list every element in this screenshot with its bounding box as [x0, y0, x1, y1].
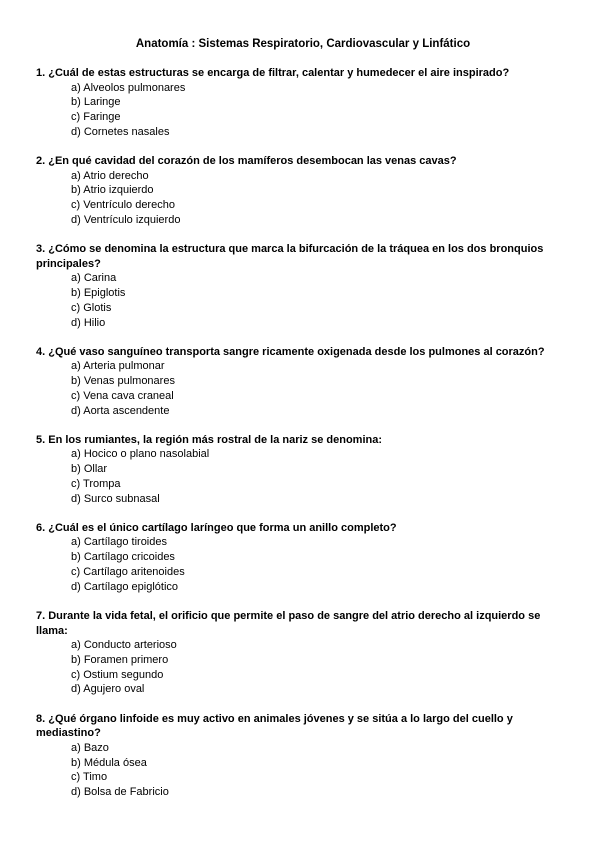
answer-option: c) Trompa	[71, 477, 121, 490]
answer-option: b) Laringe	[71, 96, 121, 109]
question-8	[36, 712, 564, 800]
answer-options	[36, 741, 564, 800]
answer-option: d) Bolsa de Fabricio	[71, 786, 169, 799]
question-1	[36, 66, 564, 140]
answer-option: b) Atrio izquierdo	[71, 184, 154, 197]
answer-options	[36, 638, 564, 697]
answer-option: b) Médula ósea	[71, 756, 147, 769]
answer-option: a) Atrio derecho	[71, 169, 149, 182]
answer-option: b) Venas pulmonares	[71, 375, 175, 388]
question-6	[36, 521, 564, 595]
answer-option: a) Hocico o plano nasolabial	[71, 448, 210, 461]
answer-option: d) Ventrículo izquierdo	[71, 213, 181, 226]
question-text: 2. ¿En qué cavidad del corazón de los mamíferos desembocan las venas cavas?	[36, 155, 457, 168]
answer-option: c) Faringe	[71, 111, 121, 124]
answer-option: b) Epiglotis	[71, 287, 126, 300]
answer-options	[36, 447, 564, 506]
answer-option: a) Conducto arterioso	[71, 639, 177, 652]
question-text: 6. ¿Cuál es el único cartílago laríngeo que forma un anillo completo?	[36, 521, 397, 534]
answer-options	[36, 271, 564, 330]
answer-options	[36, 81, 564, 140]
answer-option: d) Cornetes nasales	[71, 125, 170, 138]
answer-option: d) Hilio	[71, 316, 106, 329]
answer-option: a) Carina	[71, 272, 117, 285]
question-text: 4. ¿Qué vaso sanguíneo transporta sangre ricamente oxigenada desde los pulmones al corazón?	[36, 345, 545, 358]
answer-option: c) Ventrículo derecho	[71, 199, 175, 212]
answer-option: c) Ostium segundo	[71, 668, 164, 681]
question-7	[36, 609, 564, 697]
answer-option: d) Aorta ascendente	[71, 404, 170, 417]
answer-option: b) Foramen primero	[71, 653, 169, 666]
question-text: 5. En los rumiantes, la región más rostral de la nariz se denomina:	[36, 433, 382, 446]
answer-option: b) Cartílago cricoides	[71, 551, 175, 564]
answer-option: a) Bazo	[71, 741, 109, 754]
question-text: 1. ¿Cuál de estas estructuras se encarga de filtrar, calentar y humedecer el aire inspirado?	[36, 67, 510, 79]
question-text: 3. ¿Cómo se denomina la estructura que marca la bifurcación de la tráquea en los dos bronquios principales?	[36, 243, 544, 270]
question-4	[36, 345, 564, 419]
answer-options	[36, 359, 564, 418]
question-2	[36, 154, 564, 228]
answer-options	[36, 535, 564, 594]
answer-option: a) Cartílago tiroides	[71, 536, 167, 549]
question-text: 8. ¿Qué órgano linfoide es muy activo en animales jóvenes y se sitúa a lo largo del cuello y mediastino?	[36, 712, 513, 740]
answer-option: d) Cartílago epiglótico	[71, 580, 179, 593]
answer-options	[36, 169, 564, 228]
question-3	[36, 242, 564, 330]
answer-option: c) Vena cava craneal	[71, 389, 174, 402]
answer-option: d) Agujero oval	[71, 683, 145, 696]
answer-option: c) Glotis	[71, 301, 112, 314]
answer-option: a) Arteria pulmonar	[71, 360, 165, 373]
answer-option: c) Timo	[71, 771, 108, 784]
question-text: 7. Durante la vida fetal, el orificio que permite el paso de sangre del atrio derecho al izquierdo se llama:	[36, 609, 541, 637]
answer-option: d) Surco subnasal	[71, 492, 160, 505]
answer-option: a) Alveolos pulmonares	[71, 81, 186, 94]
answer-option: b) Ollar	[71, 463, 108, 476]
answer-option: c) Cartílago aritenoides	[71, 565, 185, 578]
document-title: Anatomía : Sistemas Respiratorio, Cardiovascular y Linfático	[135, 38, 471, 50]
question-5	[36, 433, 564, 507]
